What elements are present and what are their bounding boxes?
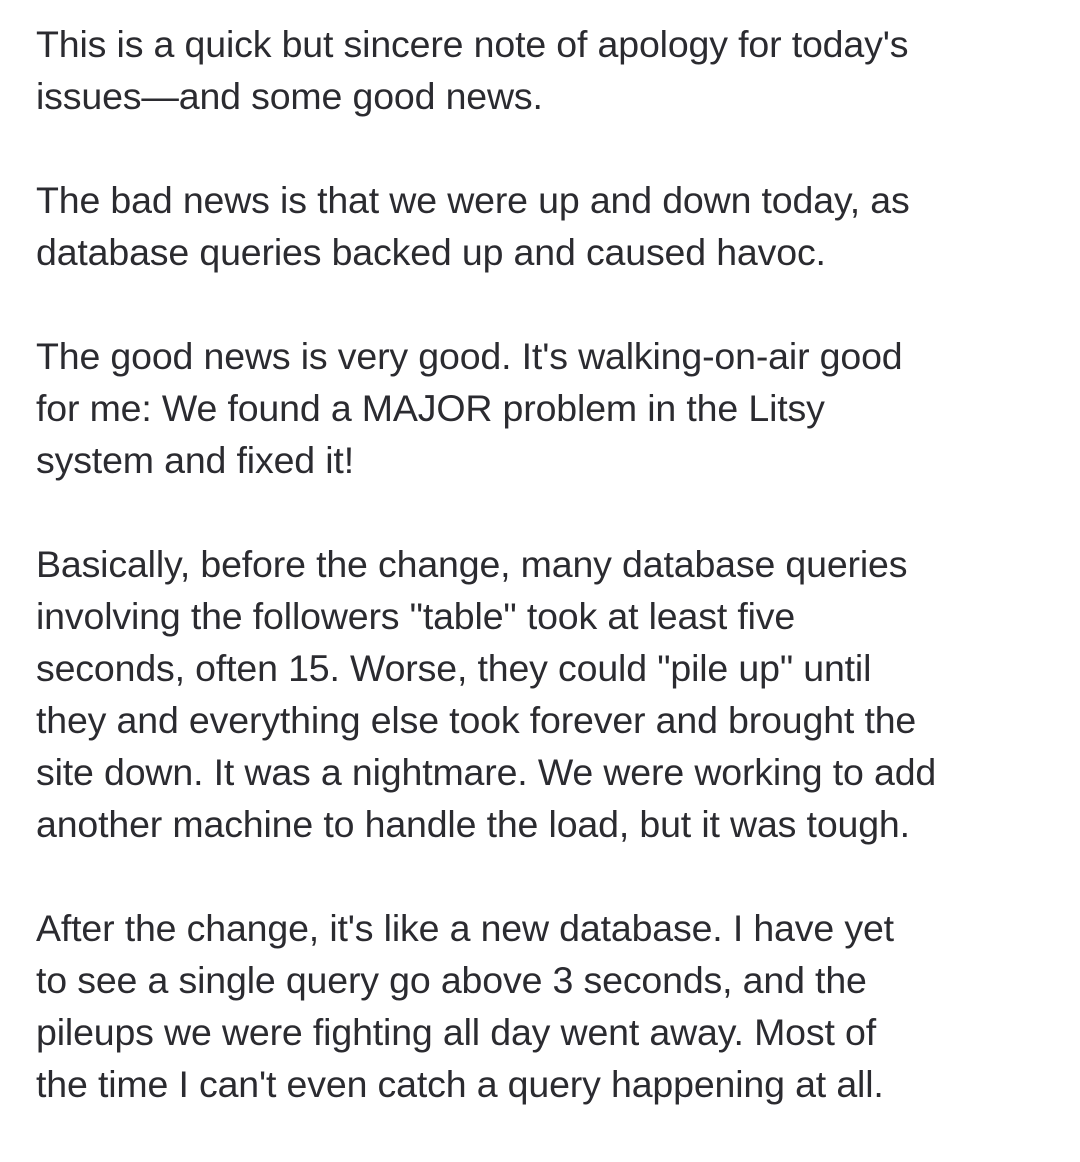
text-line: The good news is very good. It's walking-on-air good [36,335,903,377]
paragraph-apology [36,18,1066,122]
text-line: Basically, before the change, many database queries [36,543,908,585]
text-line: another machine to handle the load, but it was tough. [36,803,910,845]
text-line: pileups we were fighting all day went away. Most of [36,1011,877,1053]
paragraph-after-change [36,902,1066,1110]
post-body [36,18,1066,1162]
text-line: site down. It was a nightmare. We were working to add [36,751,937,793]
text-line: issues—and some good news. [36,75,543,117]
text-line: involving the followers "table" took at least five [36,595,796,637]
text-line: they and everything else took forever and brought the [36,699,917,741]
text-line: database queries backed up and caused havoc. [36,231,826,273]
text-line: This is a quick but sincere note of apology for today's [36,23,909,65]
text-line: seconds, often 15. Worse, they could "pile up" until [36,647,872,689]
text-line: After the change, it's like a new database. I have yet [36,907,894,949]
paragraph-bad-news [36,174,1066,278]
paragraph-good-news [36,330,1066,486]
text-line: system and fixed it! [36,439,354,481]
text-line: for me: We found a MAJOR problem in the Litsy [36,387,825,429]
text-line: The bad news is that we were up and down today, as [36,179,910,221]
text-line: to see a single query go above 3 seconds, and the [36,959,867,1001]
text-line: the time I can't even catch a query happening at all. [36,1063,884,1105]
paragraph-before-change [36,538,1066,850]
